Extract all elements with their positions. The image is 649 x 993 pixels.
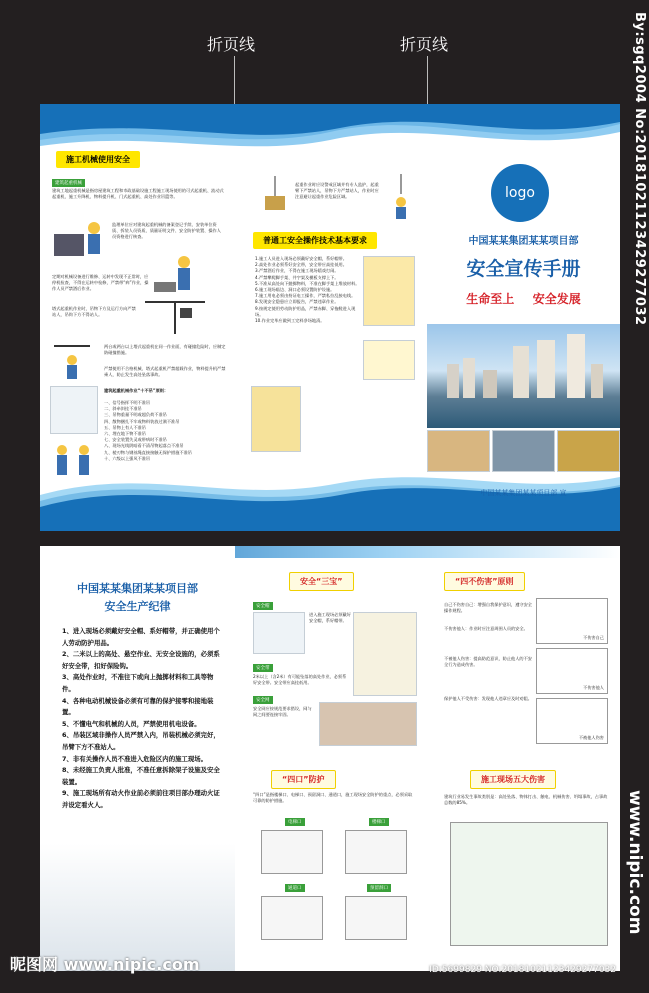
- ten-no-lift-item: 四、散物捆扎不牢或物料装放过满不准吊: [104, 418, 180, 424]
- construction-site-image-1: [427, 430, 490, 472]
- general-rule-item: 7.施工用电必须由持证电工操作，严禁私拉乱接电线。: [255, 293, 356, 299]
- fold-label-left: 折页线: [207, 35, 256, 54]
- panel-discipline: [40, 546, 235, 971]
- discipline-rule: 8、未经施工负责人批准，不准任意拆除架子设施及安全装置。: [62, 766, 220, 786]
- side-id-text: By:sgq2004 No:20181021123429277032: [632, 12, 647, 326]
- city-skyline-image: [427, 324, 620, 428]
- watermark-site: 昵图网 www.nipic.com: [10, 955, 200, 974]
- no-harm-others-image: [536, 648, 608, 694]
- machinery-tag: 建筑起重机械: [52, 179, 85, 187]
- ten-no-lift-item: 三、吊物重量不明或超负荷不准吊: [104, 412, 167, 418]
- machinery-p5: 两台或两台以上塔式起重机在同一作业面，有碰撞危险时，应制定防碰撞措施。: [104, 344, 226, 356]
- fold-label-right: 折页线: [400, 35, 449, 54]
- no-self-harm-image: [536, 598, 608, 644]
- ten-no-lift-item: 一、信号指挥不明不准吊: [104, 400, 151, 405]
- discipline-rule: 9、施工现场所有动火作业前必须前往项目部办理动火证并设定看火人。: [62, 789, 220, 809]
- four-openings-title: “四口”防护: [271, 770, 336, 789]
- machinery-p1: 建筑工地起重机械是指房屋建筑工程和市政基础设施工程施工现场使用的可式起重机、流动式起重机、施工升降机、物料提升机、门式起重机、高处作业吊篮等。: [52, 188, 224, 200]
- four-no-harm-p4: 保护他人不受伤害：发现他人违章应及时劝阻。: [444, 696, 532, 701]
- opening-label-reserved: 预留洞口: [367, 884, 391, 892]
- panel-four-no-harm: [430, 546, 620, 971]
- ladder-worker-image: [251, 386, 301, 452]
- worker-illustration-1: [50, 214, 110, 260]
- safety-net-image: [319, 702, 417, 746]
- three-treasures-title: 安全“三宝”: [289, 572, 354, 591]
- discipline-rule: 6、吊装区域非操作人员严禁入内，吊装机械必须完好，吊臂下方不准站人。: [62, 731, 220, 751]
- ten-no-lift-item: 五、吊物上有人不准吊: [104, 424, 146, 430]
- no-harm-others-caption: 不伤害他人: [583, 684, 604, 690]
- four-no-harm-p3: 不被他人伤害：提高防范意识，防止他人的不安全行为造成伤害。: [444, 656, 532, 668]
- machinery-p3: 定期对机械设备进行维修、运转中发现不正常时，应停机检查，不得在运转中检修，严禁带“病”作业，操作人员严禁酒后作业。: [52, 274, 149, 292]
- ten-no-lift-list: [104, 400, 228, 462]
- worker-illustration-3: [50, 338, 94, 380]
- not-harmed-caption: 不被他人伤害: [578, 734, 604, 740]
- five-injuries-text: 建筑行业易发生事故类别是：高处坠落、物体打击、触电、机械伤害、坍塌事故，占事故总数的85%。: [444, 794, 608, 806]
- discipline-rules: [62, 626, 226, 812]
- brochure-inner-sheet: [10, 546, 620, 975]
- discipline-rule: 2、二米以上的高处、悬空作业、无安全设施的，必须系好安全带，扣好保险钩。: [62, 650, 220, 670]
- cover-slogan: [427, 290, 620, 307]
- passage-opening-image: [261, 896, 323, 940]
- discipline-rule: 4、各种电动机械设备必须有可靠的保护接零和接地装置。: [62, 696, 214, 717]
- machinery-p6: 严禁使用不合格机械、塔式起重机严禁超载作业，物料提升机严禁乘人，防止发生高处坠落事故。: [104, 366, 226, 378]
- net-text: 安全网应按规范要求搭设，网与网之间要连接牢固。: [253, 706, 312, 718]
- general-rule-item: 9.按规定使用劳动防护用品，严禁赤脚、穿拖鞋进入现场。: [255, 305, 356, 317]
- worker-group-illustration: [50, 440, 104, 484]
- harness-text: 2米以上（含2米）有可能坠落的高处作业，必须系好安全带。安全带应高挂低用。: [253, 674, 347, 686]
- machinery-p7: 建筑起重机械作业“十不吊”原则：: [104, 388, 169, 393]
- ten-no-lift-item: 七、安全装置失灵或带病时不准吊: [104, 437, 167, 443]
- general-title: 普通工安全操作技术基本要求: [253, 232, 377, 249]
- general-p-top: 起重作业时应设警戒区域并有专人监护，起重臂下严禁站人，吊物下方严禁站人，作业时应注意避让起重作业危险区域。: [295, 182, 379, 200]
- general-rule-item: 5.不准从高处向下抛掷物料，不准在脚手架上堆放材料。: [255, 280, 360, 286]
- harness-tag: 安全带: [253, 664, 273, 672]
- machinery-p4: 塔式起重机作业时，吊物下方及运行方向严禁站人，吊钩下方不得站人。: [52, 306, 136, 318]
- scaffold-worker-image: [363, 256, 415, 326]
- panel-three-treasures: [235, 546, 430, 971]
- crane-hook-illustration: [383, 172, 419, 220]
- four-openings-text: “四口”是指楼梯口、电梯口、预留洞口、通道口，施工现场安全防护的重点，必须采取可靠的防护措施。: [253, 792, 413, 804]
- hoist-illustration: [257, 174, 293, 220]
- ten-no-lift-item: 六、埋在地下物不准吊: [104, 431, 146, 437]
- worker-falling-image: [363, 340, 415, 380]
- opening-label-elevator: 电梯口: [285, 818, 305, 826]
- discipline-title-1: 中国某某集团某某项目部: [77, 582, 198, 595]
- discipline-rule: 3、高处作业时，不准往下或向上抛掷材料和工具等物件。: [62, 673, 214, 693]
- harness-worker-image: [353, 612, 417, 696]
- discipline-title-2: 安全生产纪律: [104, 600, 171, 613]
- ten-no-lift-item: 二、斜牵斜挂不准吊: [104, 406, 142, 412]
- construction-site-image-3: [557, 430, 620, 472]
- no-self-harm-caption: 不伤害自己: [583, 634, 604, 640]
- slogan-1: 生命至上: [466, 292, 515, 306]
- helmet-text: 进入施工现场必须戴好安全帽，系好帽带。: [309, 612, 351, 624]
- ten-no-lift-item: 九、棱刃物与钢丝绳直接接触无保护措施不准吊: [104, 449, 192, 455]
- general-rule-item: 4.严禁攀爬脚手架、井字架及模板支撑上下。: [255, 274, 339, 280]
- opening-label-passage: 通道口: [285, 884, 305, 892]
- elevator-opening-image: [261, 830, 323, 874]
- ten-no-lift-item: 十、六级以上强风不准吊: [104, 455, 151, 461]
- five-injuries-title: 施工现场五大伤害: [470, 770, 556, 789]
- slogan-2: 安全发展: [532, 292, 581, 306]
- four-no-harm-title: “四不伤害”原则: [444, 572, 525, 591]
- general-rule-item: 3.严禁酒后作业，不得在施工现场嬉戏打闹。: [255, 268, 339, 274]
- panel-machinery: [40, 104, 233, 531]
- discipline-rule: 5、不懂电气和机械的人员，严禁使用机电设备。: [62, 719, 201, 728]
- general-rule-item: 2.高处作业必须系好安全带，安全带应高挂低用。: [255, 262, 347, 268]
- general-rule-item: 10.作业完毕应做到工完料净场地清。: [255, 318, 325, 324]
- helmet-tag: 安全帽: [253, 602, 273, 610]
- brochure-outer-sheet: [40, 104, 620, 531]
- five-injuries-collage: [450, 822, 608, 946]
- discipline-rule: 1、进入现场必须戴好安全帽、系好帽带，并正确使用个人劳动防护用品。: [62, 627, 220, 647]
- net-tag: 安全网: [253, 696, 273, 704]
- ten-no-lift-item: 八、现场光线阴暗看不清吊物起落点不准吊: [104, 443, 184, 449]
- construction-site-image-2: [492, 430, 555, 472]
- general-rules-list: [255, 256, 363, 324]
- stacked-materials-image: [50, 386, 98, 434]
- stair-opening-image: [345, 830, 407, 874]
- discipline-rule: 7、非有关操作人员不准进入危险区内的施工现场。: [62, 754, 208, 763]
- logo-badge: [491, 164, 549, 222]
- cover-title: 安全宣传手册: [466, 258, 581, 280]
- four-no-harm-p1: 自己不伤害自己：增强自我保护意识，遵守安全操作规程。: [444, 602, 532, 614]
- logo-text: logo: [505, 185, 535, 201]
- panel-cover: [427, 104, 620, 531]
- helmet-worker-image: [253, 612, 305, 654]
- not-harmed-image: [536, 698, 608, 744]
- crane-illustration: [140, 294, 210, 336]
- four-no-harm-p2: 不伤害他人：作业时应注意周围人员的安全。: [444, 626, 528, 631]
- general-rule-item: 1.施工人员进入现场必须戴好安全帽，系好帽带。: [255, 256, 347, 261]
- cover-company: 中国某某集团某某项目部: [468, 236, 579, 247]
- fold-marker-left: [234, 56, 235, 108]
- opening-label-stair: 楼梯口: [369, 818, 389, 826]
- skyline-buildings: [427, 324, 620, 428]
- side-site-text: www.nipic.com: [625, 790, 645, 935]
- fold-marker-right: [427, 56, 428, 108]
- cover-footer: 中国某某集团某某项目部 宣: [480, 489, 567, 497]
- machinery-p2: 监理单位应对建筑起重机械的备案登记手续、安装单位资质、拆装人员资质、质量证明文件、安全防护装置、操作人员资格进行核查。: [112, 222, 221, 240]
- reserved-opening-image: [345, 896, 407, 940]
- worker-illustration-2: [150, 252, 210, 298]
- watermark-id: ID:5699829 NO:20181021123429277032: [429, 965, 616, 975]
- machinery-title: 施工机械使用安全: [56, 151, 140, 168]
- general-rule-item: 6.施工现场临边、洞口必须设置防护设施。: [255, 287, 335, 293]
- panel-general-worker: [233, 104, 427, 531]
- general-rule-item: 8.发现安全隐患应立即报告，严禁违章作业。: [255, 299, 339, 305]
